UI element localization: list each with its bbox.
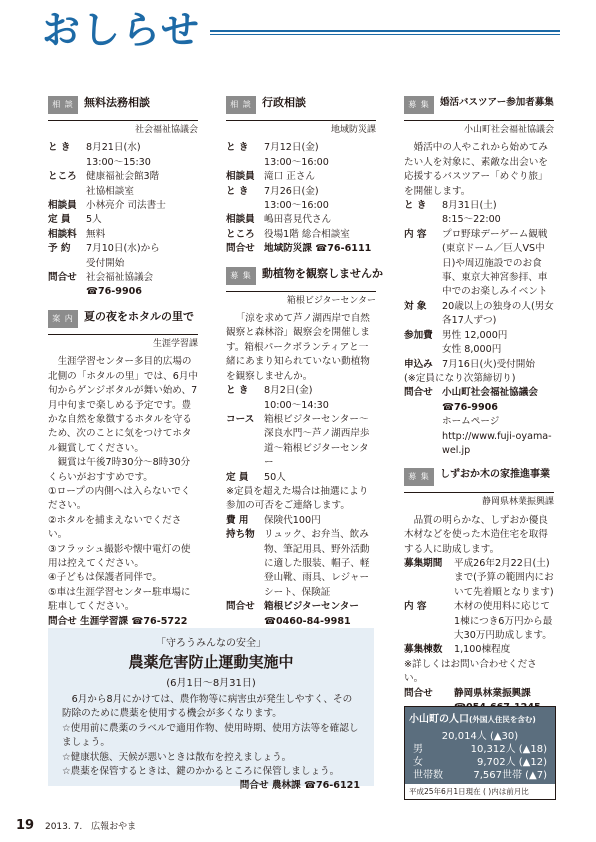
info-value: 役場1階 総合相談室 <box>264 228 350 240</box>
population-row <box>413 756 547 769</box>
admin-consult-section <box>226 92 376 257</box>
info-value: 8月21日(水) 13:00～15:30 <box>86 142 151 168</box>
column-2 <box>226 92 383 635</box>
contact-line: 問合せ 生涯学習課 ☎76-5722 <box>48 615 188 627</box>
info-value: 保険代100円 <box>264 514 321 526</box>
info-key: コース <box>226 413 255 425</box>
info-row <box>226 384 376 413</box>
info-row <box>48 271 198 285</box>
list-item: ①ロープの内側へは入らないでください。 <box>48 485 191 512</box>
wood-house-section <box>404 464 554 715</box>
list-item: ④子どもは保護者同伴で。 <box>48 572 162 584</box>
list-item: ⑤車は生涯学習センター駐車場に駐車してください。 <box>48 586 191 613</box>
phone-number: ☎76-9906 <box>86 286 142 298</box>
info-value: 50人 <box>264 471 286 483</box>
info-key: 相談員 <box>226 171 255 183</box>
column-1 <box>48 92 198 635</box>
info-table <box>48 141 198 299</box>
info-key: 相談員 <box>48 200 77 212</box>
category-tag: 募 集 <box>226 267 256 285</box>
category-tag: 相 談 <box>226 96 256 114</box>
info-row <box>226 600 376 629</box>
info-row <box>226 413 376 471</box>
page-footer <box>16 818 136 833</box>
legal-consult-section <box>48 92 198 300</box>
section-title: しずおか木の家推進事業 <box>440 469 550 481</box>
section-org: 箱根ビジターセンター <box>286 295 376 306</box>
section-org: 生涯学習課 <box>152 338 198 349</box>
info-row <box>226 514 376 528</box>
info-row <box>226 528 376 600</box>
info-key: 問合せ <box>404 687 433 699</box>
section-org: 地域防災課 <box>330 125 376 135</box>
info-row <box>404 358 554 372</box>
info-value: プロ野球デーゲーム観戦(東京ドーム／巨人VS中日)や周辺施設でのお食事、東京大神宮参拝、車中でのお楽しみイベント <box>442 228 548 298</box>
notice-body <box>62 693 360 794</box>
section-header <box>48 306 198 335</box>
column-3 <box>404 92 554 721</box>
info-row <box>226 170 376 184</box>
section-header <box>404 92 554 121</box>
info-value: 7月10日(水)から 受付開始 <box>86 243 160 269</box>
info-value: 箱根ビジターセンター ☎0460-84-9981 <box>264 601 359 627</box>
info-row <box>48 199 198 213</box>
info-value: 小林亮介 司法書士 <box>86 200 166 212</box>
publication-name: 広報おやま <box>91 822 137 832</box>
issue-date: 2013. 7. <box>44 822 83 832</box>
category-tag: 募 集 <box>404 468 434 486</box>
note-text: (※定員になり次第締切り) <box>404 372 516 384</box>
info-value: 箱根ビジターセンター～深良水門～芦ノ湖西岸歩道～箱根ビジターセンター <box>264 413 370 469</box>
info-key: と き <box>226 142 249 154</box>
info-row <box>404 386 554 415</box>
info-key: 申込み <box>404 358 433 370</box>
info-key: 持ち物 <box>226 529 255 541</box>
population-row <box>413 769 547 782</box>
notice-title: 農薬危害防止運動実施中 <box>128 653 294 671</box>
info-key: と き <box>226 385 249 397</box>
info-row <box>48 285 198 299</box>
section-title: 婚活バスツアー参加者募集 <box>440 97 554 108</box>
info-key: 問合せ <box>226 601 255 613</box>
population-note: 平成25年6月1日現在 ( )内は前月比 <box>409 787 529 796</box>
population-value: 7,567世帯 (▲7) <box>473 770 547 781</box>
info-value: 20歳以上の独身の人(男女各17人ずつ) <box>442 300 554 327</box>
section-header <box>48 92 198 121</box>
list-item: ☆農薬を保管するときは、鍵のかかるところに保管しましょう。 <box>62 766 340 778</box>
population-row <box>413 743 547 756</box>
info-value: 5人 <box>86 214 102 226</box>
info-key: 問合せ <box>48 272 77 284</box>
population-label: 男 <box>413 744 423 755</box>
info-key: 相談料 <box>48 228 77 240</box>
info-row <box>226 213 376 227</box>
note-text: ※定員を超えた場合は抽選により参加の可否をご連絡します。 <box>226 485 369 512</box>
population-value: 10,312人 (▲18) <box>470 744 547 755</box>
body-text: 「涼を求めて芦ノ湖西岸で自然観察と森林浴」観察会を開催します。箱根パークボランティアと一緒にあまり知られていない動植物を観察しませんか。 <box>226 313 370 382</box>
info-row <box>48 141 198 170</box>
body-text: 品質の明らかな、しずおか優良木材などを使った木造住宅を取得する人に助成します。 <box>404 514 548 555</box>
contact-line: 問合せ 農林課 ☎76-6121 <box>239 780 360 792</box>
info-row <box>226 471 376 485</box>
list-item: ☆使用前に農薬のラベルで適用作物、使用時期、使用方法等を確認しましょう。 <box>62 722 359 749</box>
info-value: 8月31日(土) 8:15～22:00 <box>442 200 501 226</box>
info-row <box>404 643 554 657</box>
category-tag: 案 内 <box>48 310 78 328</box>
info-value: 地域防災課 ☎76-6111 <box>264 243 372 255</box>
info-value: 小山町社会福祉協議会 ☎76-9906 <box>442 387 538 413</box>
category-tag: 募 集 <box>404 96 434 114</box>
info-row <box>48 228 198 242</box>
population-title: 小山町の人口 <box>409 714 469 725</box>
info-value: 木材の使用料に応じて1棟につき6万円から最大30万円助成します。 <box>454 601 553 641</box>
population-label: 世帯数 <box>413 770 443 781</box>
info-value: 1,100棟程度 <box>454 644 511 656</box>
info-value: 8月2日(金) 10:00～14:30 <box>264 385 329 411</box>
population-body <box>405 728 555 784</box>
info-key: 内 容 <box>404 228 427 240</box>
info-value: 7月16日(火)受付開始 <box>442 358 535 370</box>
info-value: 7月26日(金) 13:00～16:00 <box>264 185 329 212</box>
info-key: 問合せ <box>226 243 255 255</box>
population-header <box>405 707 555 728</box>
population-total: 20,014人 (▲30) <box>441 731 519 742</box>
info-key: 対 象 <box>404 300 427 312</box>
homepage-link[interactable]: ホームページ http://www.fuji-oyama-wel.jp <box>442 416 552 456</box>
info-value: 男性 12,000円 女性 8,000円 <box>442 329 508 356</box>
info-value: 社会福祉協議会 <box>86 272 154 284</box>
info-key: ところ <box>226 228 255 240</box>
firefly-section <box>48 306 198 629</box>
info-key: 問合せ <box>404 387 433 399</box>
info-key: と き <box>226 185 249 197</box>
population-label: 女 <box>413 757 423 768</box>
info-key: 相談員 <box>226 214 255 226</box>
section-title: 無料法務相談 <box>84 96 150 109</box>
info-key-spacer <box>48 285 86 299</box>
info-value: リュック、お弁当、飲み物、筆記用具、野外活動に適した服装、帽子、軽登山靴、雨具、レジャーシート、保険証 <box>264 529 370 598</box>
info-row <box>48 242 198 271</box>
info-row <box>404 557 554 600</box>
info-key: と き <box>48 142 71 154</box>
info-row <box>226 141 376 170</box>
section-org: 社会福祉協議会 <box>134 125 198 135</box>
title-rule <box>210 30 560 32</box>
info-row <box>226 185 376 214</box>
body-text: 6月から8月にかけては、農作物等に病害虫が発生しやすく、その防除のために農薬を使用する機会が多くなります。 <box>62 694 353 720</box>
note-text: ※詳しくはお問い合わせください。 <box>404 658 537 685</box>
section-org: 小山町社会福祉協議会 <box>463 125 554 135</box>
info-value: 静岡県林業振興課 <box>454 687 531 699</box>
body-text: 観賞は午後7時30分～8時30分くらいがおすすめです。 <box>48 457 191 483</box>
notice-period: (6月1日～8月31日) <box>166 678 256 689</box>
body-text: 生涯学習センター多目的広場の北側の「ホタルの里」では、6月中旬からゲンジボタルが舞い始め、7月中旬まで楽しめる予定です。豊かな自然を象徴するホタルを守るため、次のことに気をつけてホタル観賞してください。 <box>48 356 199 454</box>
info-key: 募集期間 <box>404 557 443 569</box>
info-key: 予 約 <box>48 243 71 255</box>
list-item: ☆健康状態、天候が悪いときは散布を控えましょう。 <box>62 751 292 763</box>
info-key: 内 容 <box>404 601 427 613</box>
section-header <box>226 263 383 292</box>
list-item: ③フラッシュ撮影や懐中電灯の使用は控えてください。 <box>48 543 191 569</box>
info-value: 健康福祉会館3階 社協相談室 <box>86 171 160 197</box>
info-row <box>404 228 554 300</box>
info-value: 7月12日(金) 13:00～16:00 <box>264 142 329 168</box>
info-key: 募集棟数 <box>404 644 443 656</box>
info-key: 費 用 <box>226 514 249 526</box>
info-row <box>404 199 554 228</box>
section-header <box>404 464 554 493</box>
section-header <box>226 92 376 121</box>
category-tag: 相 談 <box>48 96 78 114</box>
info-row <box>404 300 554 329</box>
info-value: 無料 <box>86 228 106 240</box>
info-row <box>404 329 554 358</box>
info-key: 定 員 <box>226 471 249 483</box>
info-key: ところ <box>48 171 77 183</box>
info-value: 嶋田喜見代さん <box>264 214 332 226</box>
info-row <box>48 170 198 199</box>
section-title: 動植物を観察しませんか <box>262 266 383 280</box>
info-value: 滝口 正さん <box>264 171 316 183</box>
info-key: 定 員 <box>48 214 71 226</box>
title-rule <box>210 34 560 35</box>
population-value: 9,702人 (▲12) <box>476 757 547 768</box>
info-row <box>404 600 554 643</box>
marriage-bus-tour-section <box>404 92 554 458</box>
pesticide-notice-box <box>48 628 374 792</box>
section-title: 行政相談 <box>262 96 306 109</box>
slogan: 「守ろうみんなの安全」 <box>156 638 266 649</box>
nature-observation-section <box>226 263 383 629</box>
info-row <box>226 228 376 242</box>
info-key: と き <box>404 200 427 212</box>
section-org: 静岡県林業振興課 <box>481 497 554 508</box>
page-title: おしらせ <box>42 8 201 52</box>
section-title: 夏の夜をホタルの里で <box>84 309 194 323</box>
population-title-note: (外国人住民を含む) <box>469 715 536 724</box>
page-number: 19 <box>16 818 35 833</box>
body-text: 婚活中の人やこれから始めてみたい人を対象に、素敵な出会いを応援するバスツアー「めぐり旅」を開催します。 <box>404 142 548 197</box>
info-row <box>48 213 198 227</box>
population-box <box>404 706 556 800</box>
info-row <box>226 242 376 256</box>
list-item: ②ホタルを捕まえないでください。 <box>48 514 182 541</box>
info-value: 平成26年2月22日(土)まで(予算の範囲内において先着順となります) <box>454 557 554 598</box>
info-key: 参加費 <box>404 329 433 341</box>
